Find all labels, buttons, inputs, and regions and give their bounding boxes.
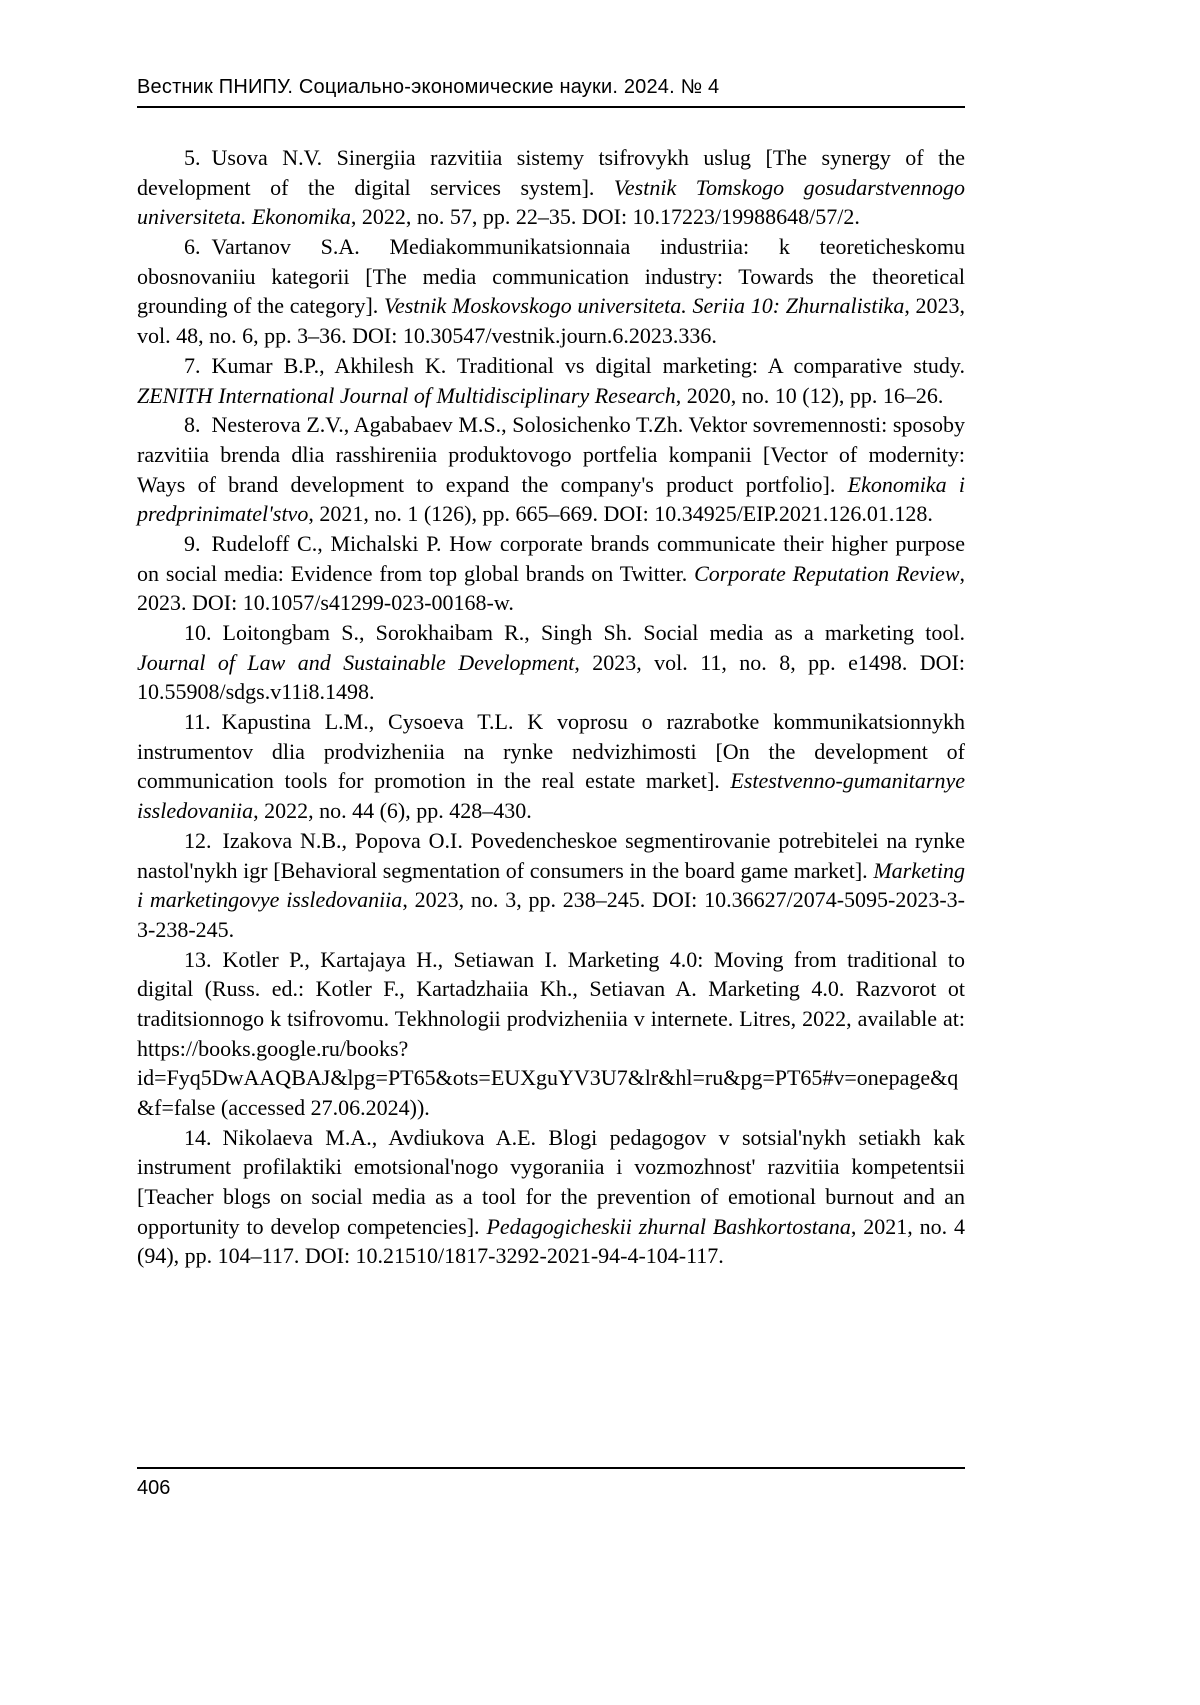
reference-text: , 2020, no. 10 (12), pp. 16–26.: [675, 382, 944, 408]
reference-text: 12. Izakova N.B., Popova O.I. Povedencheskoe segmentirovanie potrebitelei na rynke nastol'nykh igr [Behavioral segmentation of consumers in the board game market].: [137, 827, 965, 883]
reference-text: , 2021, no. 4 (94), pp. 104–117. DOI: 10.21510/1817-3292-2021-94-4-104-117.: [137, 1213, 966, 1269]
reference-item: [137, 232, 965, 351]
reference-text: , 2021, no. 1 (126), pp. 665–669. DOI: 10.34925/EIP.2021.126.01.128.: [308, 501, 933, 527]
reference-text: 6. Vartanov S.A. Mediakommunikatsionnaia industriia: k teoreticheskomu obosnovaniiu kategorii [The media communication industry: Towards the theoretical grounding of the category].: [137, 234, 965, 319]
reference-text: , 2023. DOI: 10.1057/s41299-023-00168-w.: [137, 560, 965, 616]
reference-item: [137, 529, 965, 618]
journal-title: Corporate Reputation Review: [694, 560, 960, 586]
reference-text: , 2022, no. 57, pp. 22–35. DOI: 10.17223/19988648/57/2.: [350, 204, 860, 230]
reference-text: 11. Kapustina L.M., Cysoeva T.L. K voprosu o razrabotke kommunikatsionnykh instrumentov dlia prodvizheniia na rynke nedvizhimosti [On the development of communication tools for promotion in the real estate market].: [137, 709, 965, 794]
reference-item: [137, 1123, 965, 1271]
running-head: Вестник ПНИПУ. Социально-экономические науки. 2024. № 4: [137, 76, 720, 98]
journal-title: Ekonomika i predprinimatel'stvo: [137, 471, 965, 527]
references-list: [137, 143, 965, 1271]
journal-title: Journal of Law and Sustainable Development: [137, 649, 575, 675]
reference-text: 10. Loitongbam S., Sorokhaibam R., Singh Sh. Social media as a marketing tool.: [184, 620, 965, 645]
reference-item: [137, 945, 965, 1123]
footer-rule: [137, 1467, 965, 1469]
reference-item: [137, 351, 965, 410]
journal-title: ZENITH International Journal of Multidisciplinary Research: [137, 382, 676, 408]
reference-text: 7. Kumar B.P., Akhilesh K. Traditional vs digital marketing: A comparative study.: [184, 352, 965, 378]
reference-text: , 2023, vol. 48, no. 6, pp. 3–36. DOI: 10.30547/vestnik.journ.6.2023.336.: [137, 293, 966, 349]
reference-text: 9. Rudeloff C., Michalski P. How corporate brands communicate their higher purpose on social media: Evidence from top global brands on Twitter.: [137, 530, 965, 586]
reference-text: 13. Kotler P., Kartajaya H., Setiawan I. Marketing 4.0: Moving from traditional to digital (Russ. ed.: Kotler F., Kartadzhaiia Kh., Setiavan A. Marketing 4.0. Razvorot ot traditsionnogo k tsifrovomu. Tekhnologii prodvizheniia v internete. Litres, 2022, available at: https://books.google.ru/books?id=Fyq5DwAAQBAJ&lpg=PT65&ots=EUXguYV3U7&lr&hl=ru&pg=PT65#v=onepage&q&f=false (accessed 27.06.2024)).: [137, 946, 965, 1120]
journal-title: Estestvenno-gumanitarnye issledovaniia: [137, 768, 965, 824]
page-number: 406: [137, 1477, 171, 1499]
reference-item: [137, 143, 965, 232]
reference-text: 8. Nesterova Z.V., Agababaev M.S., Solosichenko T.Zh. Vektor sovremennosti: sposoby razvitiia brenda dlia rasshireniia produktovogo portfelia kompanii [Vector of modernity: Ways of brand development to expand the company's product portfolio].: [137, 412, 965, 497]
reference-item: [137, 826, 965, 945]
reference-text: 5. Usova N.V. Sinergiia razvitiia sistemy tsifrovykh uslug [The synergy of the development of the digital services system].: [137, 145, 965, 200]
journal-title: Vestnik Moskovskogo universiteta. Seriia 10: Zhurnalistika: [383, 293, 905, 319]
journal-title: Marketing i marketingovye issledovaniia: [137, 857, 965, 913]
reference-item: [137, 618, 965, 707]
reference-item: [137, 707, 965, 826]
reference-text: , 2023, no. 3, pp. 238–245. DOI: 10.36627/2074-5095-2023-3-3-238-245.: [137, 887, 965, 942]
journal-title: Vestnik Tomskogo gosudarstvennogo universiteta. Ekonomika: [137, 174, 965, 230]
journal-title: Pedagogicheskii zhurnal Bashkortostana: [486, 1213, 851, 1239]
reference-text: 14. Nikolaeva M.A., Avdiukova A.E. Blogi pedagogov v sotsial'nykh setiakh kak instrument profilaktiki emotsional'nogo vygoraniia i vozmozhnost' razvitiia kompetentsii [Teacher blogs on social media as a tool for the prevention of emotional burnout and an opportunity to develop competencies].: [137, 1124, 965, 1239]
header-rule: [137, 106, 965, 108]
reference-text: , 2023, vol. 11, no. 8, pp. e1498. DOI: 10.55908/sdgs.v11i8.1498.: [137, 649, 965, 705]
reference-item: [137, 410, 965, 529]
reference-text: , 2022, no. 44 (6), pp. 428–430.: [253, 798, 532, 824]
